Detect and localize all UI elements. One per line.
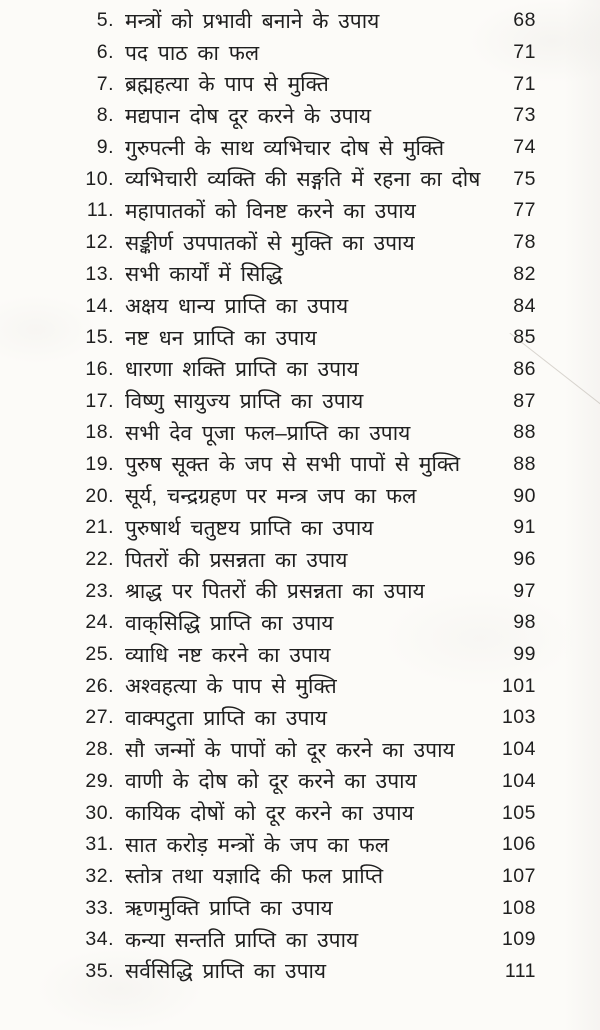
toc-entry bbox=[74, 766, 536, 798]
toc-entry-page: 107 bbox=[501, 864, 536, 887]
toc-entry bbox=[74, 68, 536, 100]
toc-entry-number: 13. bbox=[85, 262, 114, 285]
toc-entry-title: श्राद्ध पर पितरों की प्रसन्नता का उपाय bbox=[125, 580, 425, 604]
toc-entry-number: 31. bbox=[85, 833, 114, 856]
toc-entry-number: 24. bbox=[85, 611, 114, 634]
toc-entry-page: 85 bbox=[513, 326, 536, 349]
toc-entry-number: 33. bbox=[85, 896, 114, 919]
toc-entry-page: 77 bbox=[513, 199, 536, 222]
toc-entry-page: 109 bbox=[501, 928, 536, 951]
toc-entry-title: मद्यपान दोष दूर करने के उपाय bbox=[125, 104, 372, 128]
toc-entry-title: पद पाठ का फल bbox=[125, 41, 260, 65]
toc-entry-title: नष्ट धन प्राप्ति का उपाय bbox=[125, 326, 317, 350]
toc-entry bbox=[74, 575, 536, 607]
toc-entry-page: 101 bbox=[501, 674, 536, 697]
toc-entry-title: अश्वहत्या के पाप से मुक्ति bbox=[125, 675, 337, 699]
toc-entry-number: 25. bbox=[85, 643, 114, 666]
toc-entry-title: ब्रह्महत्या के पाप से मुक्ति bbox=[125, 73, 329, 97]
toc-entry-page: 74 bbox=[513, 136, 536, 159]
toc-entry-page: 88 bbox=[513, 452, 536, 475]
toc-entry-number: 30. bbox=[85, 801, 114, 824]
toc-entry-page: 71 bbox=[513, 72, 536, 95]
toc-entry-number: 26. bbox=[85, 674, 114, 697]
toc-entry-page: 98 bbox=[513, 611, 536, 634]
toc-entry-page: 88 bbox=[513, 421, 536, 444]
toc-entry-title: पितरों की प्रसन्नता का उपाय bbox=[125, 548, 348, 572]
toc-entry-page: 90 bbox=[513, 484, 536, 507]
toc-entry bbox=[74, 227, 536, 259]
toc-entry bbox=[74, 417, 536, 449]
toc-entry bbox=[74, 797, 536, 829]
toc-entry-page: 86 bbox=[513, 357, 536, 380]
toc-entry-page: 68 bbox=[513, 9, 536, 32]
toc-entry-number: 19. bbox=[85, 452, 114, 475]
toc-entry-title: विष्णु सायुज्य प्राप्ति का उपाय bbox=[125, 390, 364, 414]
toc-entry bbox=[74, 322, 536, 354]
toc-entry-number: 8. bbox=[96, 104, 114, 127]
toc-entry-number: 28. bbox=[85, 738, 114, 761]
toc-entry-page: 108 bbox=[501, 896, 536, 919]
toc-entry bbox=[74, 829, 536, 861]
toc-entry bbox=[74, 956, 536, 988]
toc-entry bbox=[74, 5, 536, 37]
toc-entry-page: 84 bbox=[513, 294, 536, 317]
toc-entry bbox=[74, 512, 536, 544]
toc-entry bbox=[74, 670, 536, 702]
toc-entry-number: 34. bbox=[85, 928, 114, 951]
toc-entry-number: 12. bbox=[85, 231, 114, 254]
toc-entry bbox=[74, 163, 536, 195]
toc-entry-title: सर्वसिद्धि प्राप्ति का उपाय bbox=[125, 960, 327, 984]
toc-entry-number: 29. bbox=[85, 769, 114, 792]
toc-entry-title: वाक्पटुता प्राप्ति का उपाय bbox=[125, 706, 327, 730]
toc-entry-number: 35. bbox=[85, 959, 114, 982]
toc-entry-number: 32. bbox=[85, 864, 114, 887]
toc-entry-page: 111 bbox=[504, 959, 536, 982]
toc-entry-title: महापातकों को विनष्ट करने का उपाय bbox=[125, 199, 416, 223]
toc-entry-number: 6. bbox=[96, 41, 114, 64]
toc-entry-number: 7. bbox=[96, 72, 114, 95]
toc-entry-number: 9. bbox=[96, 136, 114, 159]
toc-entry-title: सङ्कीर्ण उपपातकों से मुक्ति का उपाय bbox=[125, 231, 415, 255]
toc-entry bbox=[74, 639, 536, 671]
toc-entry bbox=[74, 385, 536, 417]
toc-entry-page: 75 bbox=[513, 167, 536, 190]
toc-entry-title: मन्त्रों को प्रभावी बनाने के उपाय bbox=[125, 9, 380, 33]
toc-entry-page: 87 bbox=[513, 389, 536, 412]
toc-entry-title: ऋणमुक्ति प्राप्ति का उपाय bbox=[125, 897, 333, 921]
toc-entry bbox=[74, 354, 536, 386]
toc-entry bbox=[74, 544, 536, 576]
toc-entry-number: 5. bbox=[96, 9, 114, 32]
toc-entry-title: सूर्य, चन्द्रग्रहण पर मन्त्र जप का फल bbox=[125, 485, 417, 509]
toc-entry bbox=[74, 132, 536, 164]
toc-entry-title: व्याधि नष्ट करने का उपाय bbox=[125, 643, 331, 667]
toc-entry-page: 106 bbox=[501, 833, 536, 856]
toc-entry-page: 104 bbox=[501, 769, 536, 792]
toc-entry-number: 27. bbox=[85, 706, 114, 729]
toc-entry-title: अक्षय धान्य प्राप्ति का उपाय bbox=[125, 295, 349, 319]
toc-entry bbox=[74, 480, 536, 512]
toc-entry-page: 71 bbox=[513, 41, 536, 64]
toc-entry bbox=[74, 195, 536, 227]
toc-entry-page: 99 bbox=[513, 643, 536, 666]
toc-entry-title: गुरुपत्नी के साथ व्यभिचार दोष से मुक्ति bbox=[125, 136, 445, 160]
toc-entry-title: सौ जन्मों के पापों को दूर करने का उपाय bbox=[125, 738, 455, 762]
toc-entry-page: 82 bbox=[513, 262, 536, 285]
toc-entry bbox=[74, 924, 536, 956]
toc-entry bbox=[74, 607, 536, 639]
toc-entry-number: 22. bbox=[85, 548, 114, 571]
toc-entry bbox=[74, 449, 536, 481]
toc-entry bbox=[74, 37, 536, 69]
toc-entry-page: 96 bbox=[513, 548, 536, 571]
toc-entry-title: धारणा शक्ति प्राप्ति का उपाय bbox=[125, 358, 359, 382]
toc-entry-page: 78 bbox=[513, 231, 536, 254]
toc-entry bbox=[74, 734, 536, 766]
toc-entry-number: 18. bbox=[85, 421, 114, 444]
toc-entry-title: वाक्‌सिद्धि प्राप्ति का उपाय bbox=[125, 611, 334, 635]
toc-entry-title: कन्या सन्तति प्राप्ति का उपाय bbox=[125, 928, 359, 952]
toc-entry-title: कायिक दोषों को दूर करने का उपाय bbox=[125, 802, 414, 826]
toc-entry bbox=[74, 259, 536, 291]
toc-entry-title: सात करोड़ मन्त्रों के जप का फल bbox=[125, 833, 390, 857]
toc-entry-title: वाणी के दोष को दूर करने का उपाय bbox=[125, 770, 417, 794]
toc-entry bbox=[74, 861, 536, 893]
toc-entry bbox=[74, 100, 536, 132]
toc-entry bbox=[74, 290, 536, 322]
toc-entry-number: 20. bbox=[85, 484, 114, 507]
toc-list bbox=[0, 5, 600, 987]
toc-entry-title: व्यभिचारी व्यक्ति की सङ्गति में रहना का दोष bbox=[125, 168, 481, 192]
toc-entry-number: 10. bbox=[85, 167, 114, 190]
toc-entry-number: 16. bbox=[85, 357, 114, 380]
toc-entry-page: 91 bbox=[513, 516, 536, 539]
toc-entry-number: 23. bbox=[85, 579, 114, 602]
toc-entry-number: 14. bbox=[85, 294, 114, 317]
toc-entry-page: 103 bbox=[501, 706, 536, 729]
toc-entry-number: 21. bbox=[85, 516, 114, 539]
toc-entry-number: 17. bbox=[85, 389, 114, 412]
toc-entry-page: 73 bbox=[513, 104, 536, 127]
toc-entry-number: 11. bbox=[86, 199, 114, 222]
toc-entry-page: 104 bbox=[501, 738, 536, 761]
toc-entry-title: स्तोत्र तथा यज्ञादि की फल प्राप्ति bbox=[125, 865, 384, 889]
toc-entry-page: 97 bbox=[513, 579, 536, 602]
toc-entry-title: सभी देव पूजा फल–प्राप्ति का उपाय bbox=[125, 421, 411, 445]
toc-entry bbox=[74, 892, 536, 924]
toc-entry-title: पुरुष सूक्त के जप से सभी पापों से मुक्ति bbox=[125, 453, 461, 477]
toc-entry-page: 105 bbox=[501, 801, 536, 824]
toc-entry bbox=[74, 702, 536, 734]
toc-entry-title: पुरुषार्थ चतुष्टय प्राप्ति का उपाय bbox=[125, 516, 374, 540]
toc-entry-number: 15. bbox=[85, 326, 114, 349]
toc-entry-title: सभी कार्यों में सिद्धि bbox=[125, 263, 283, 287]
